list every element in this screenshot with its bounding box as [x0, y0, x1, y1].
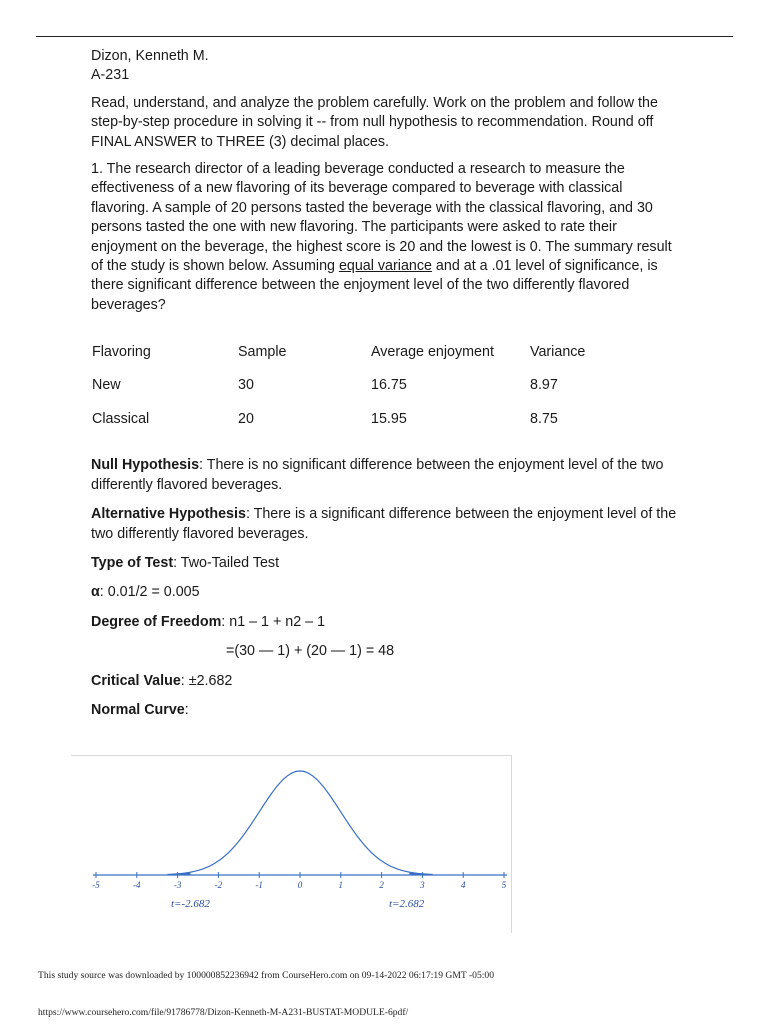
alpha — [91, 583, 681, 602]
type-of-test — [91, 554, 681, 573]
bell-curve — [167, 771, 432, 874]
table-header-row — [92, 343, 652, 376]
degree-of-freedom-calculation: =(30 — 1) + (20 — 1) = 48 — [226, 643, 395, 660]
top-rule — [36, 36, 733, 37]
alternative-hypothesis-label: Alternative Hypothesis — [91, 506, 246, 523]
type-of-test-text: : Two-Tailed Test — [173, 554, 280, 571]
student-name: Dizon, Kenneth M. — [91, 48, 209, 64]
normal-curve-figure — [71, 755, 512, 933]
table-cell: 30 — [238, 377, 254, 394]
axis-tick-label: -3 — [173, 880, 182, 890]
degree-of-freedom — [91, 613, 681, 632]
instructions: Read, understand, and analyze the problem carefully. Work on the problem and follow the step-by-step procedure in solving it -- from null hypothesis to recommendation. Round off FINAL ANSWER to THREE (3) decimal places. — [91, 94, 658, 150]
table-cell: Classical — [92, 411, 150, 428]
normal-curve-colon: : — [184, 701, 189, 718]
table-header-cell: Variance — [530, 344, 586, 361]
document-body — [91, 47, 681, 730]
right-critical-label: t=2.682 — [389, 898, 425, 910]
problem-underlined-text: equal variance — [338, 258, 432, 275]
table-cell: 8.75 — [530, 411, 558, 428]
source-url[interactable]: https://www.coursehero.com/file/91786778/Dizon-Kenneth-M-A231-BUSTAT-MODULE-6pdf/ — [38, 1007, 409, 1018]
download-source-line: This study source was downloaded by 100000852236942 from CourseHero.com on 09-14-2022 06:17:19 GMT -05:00 — [38, 970, 495, 981]
axis-tick-label: 5 — [501, 880, 507, 890]
table-header-cell: Flavoring — [92, 344, 151, 361]
axis-tick-label: 3 — [420, 880, 425, 890]
degree-of-freedom-label: Degree of Freedom — [91, 613, 222, 630]
problem-text-end: and at a .01 level of significance, is there significant difference between the enjoyment level of the two differently flavored beverages? — [91, 258, 658, 313]
normal-curve-label: Normal Curve — [91, 701, 185, 718]
problem-statement — [91, 160, 681, 315]
axis-tick-label: 2 — [379, 880, 384, 890]
table-cell: New — [92, 377, 121, 394]
null-hypothesis-text: : There is no significant difference between the enjoyment level of the two differently flavored beverages. — [91, 457, 664, 493]
alpha-label: α — [91, 584, 100, 601]
axis-tick-label: -2 — [214, 880, 223, 890]
axis-tick-label: -1 — [255, 880, 263, 890]
table-cell: 20 — [238, 411, 254, 428]
null-hypothesis-label: Null Hypothesis — [91, 457, 200, 474]
left-critical-label: t=-2.682 — [171, 898, 210, 910]
critical-value-label: Critical Value — [91, 672, 181, 689]
type-of-test-label: Type of Test — [91, 554, 174, 571]
degree-of-freedom-text: : n1 – 1 + n2 – 1 — [221, 613, 326, 630]
summary-table — [92, 343, 652, 444]
table-row — [92, 376, 652, 410]
axis-tick-label: -5 — [92, 880, 100, 890]
problem-text-start: 1. The research director of a leading beverage conducted a research to measure the effectiveness of a new flavoring of its beverage compared to beverage with classical flavoring. A sample of 20 persons tasted the beverage with the classical flavoring, and 30 persons tasted the one with new flavoring. The participants were asked to rate their enjoyment on the beverage, the highest score is 20 and the lowest is 0. The summary result of the study is shown below. Assuming — [91, 161, 672, 275]
solution-steps — [91, 456, 681, 720]
alpha-text: : 0.01/2 = 0.005 — [99, 584, 200, 601]
table-cell: 16.75 — [371, 377, 407, 394]
critical-value-text: : ±2.682 — [180, 672, 233, 689]
student-header — [91, 47, 681, 86]
null-hypothesis — [91, 456, 681, 495]
table-header-cell: Sample — [238, 344, 287, 361]
critical-value — [91, 672, 681, 691]
student-section: A-231 — [91, 67, 130, 84]
table-row — [92, 410, 652, 444]
normal-curve-heading — [91, 701, 681, 720]
table-header-cell: Average enjoyment — [371, 344, 494, 361]
alternative-hypothesis-text: : There is a significant difference between the enjoyment level of the two differently flavored beverages. — [91, 506, 677, 542]
axis-tick-label: -4 — [133, 880, 141, 890]
axis-tick-label: 1 — [338, 880, 344, 890]
axis-tick-label: 4 — [460, 880, 466, 890]
axis-tick-label: 0 — [297, 880, 303, 890]
alternative-hypothesis — [91, 505, 681, 544]
table-cell: 15.95 — [371, 411, 407, 428]
table-cell: 8.97 — [530, 377, 558, 394]
